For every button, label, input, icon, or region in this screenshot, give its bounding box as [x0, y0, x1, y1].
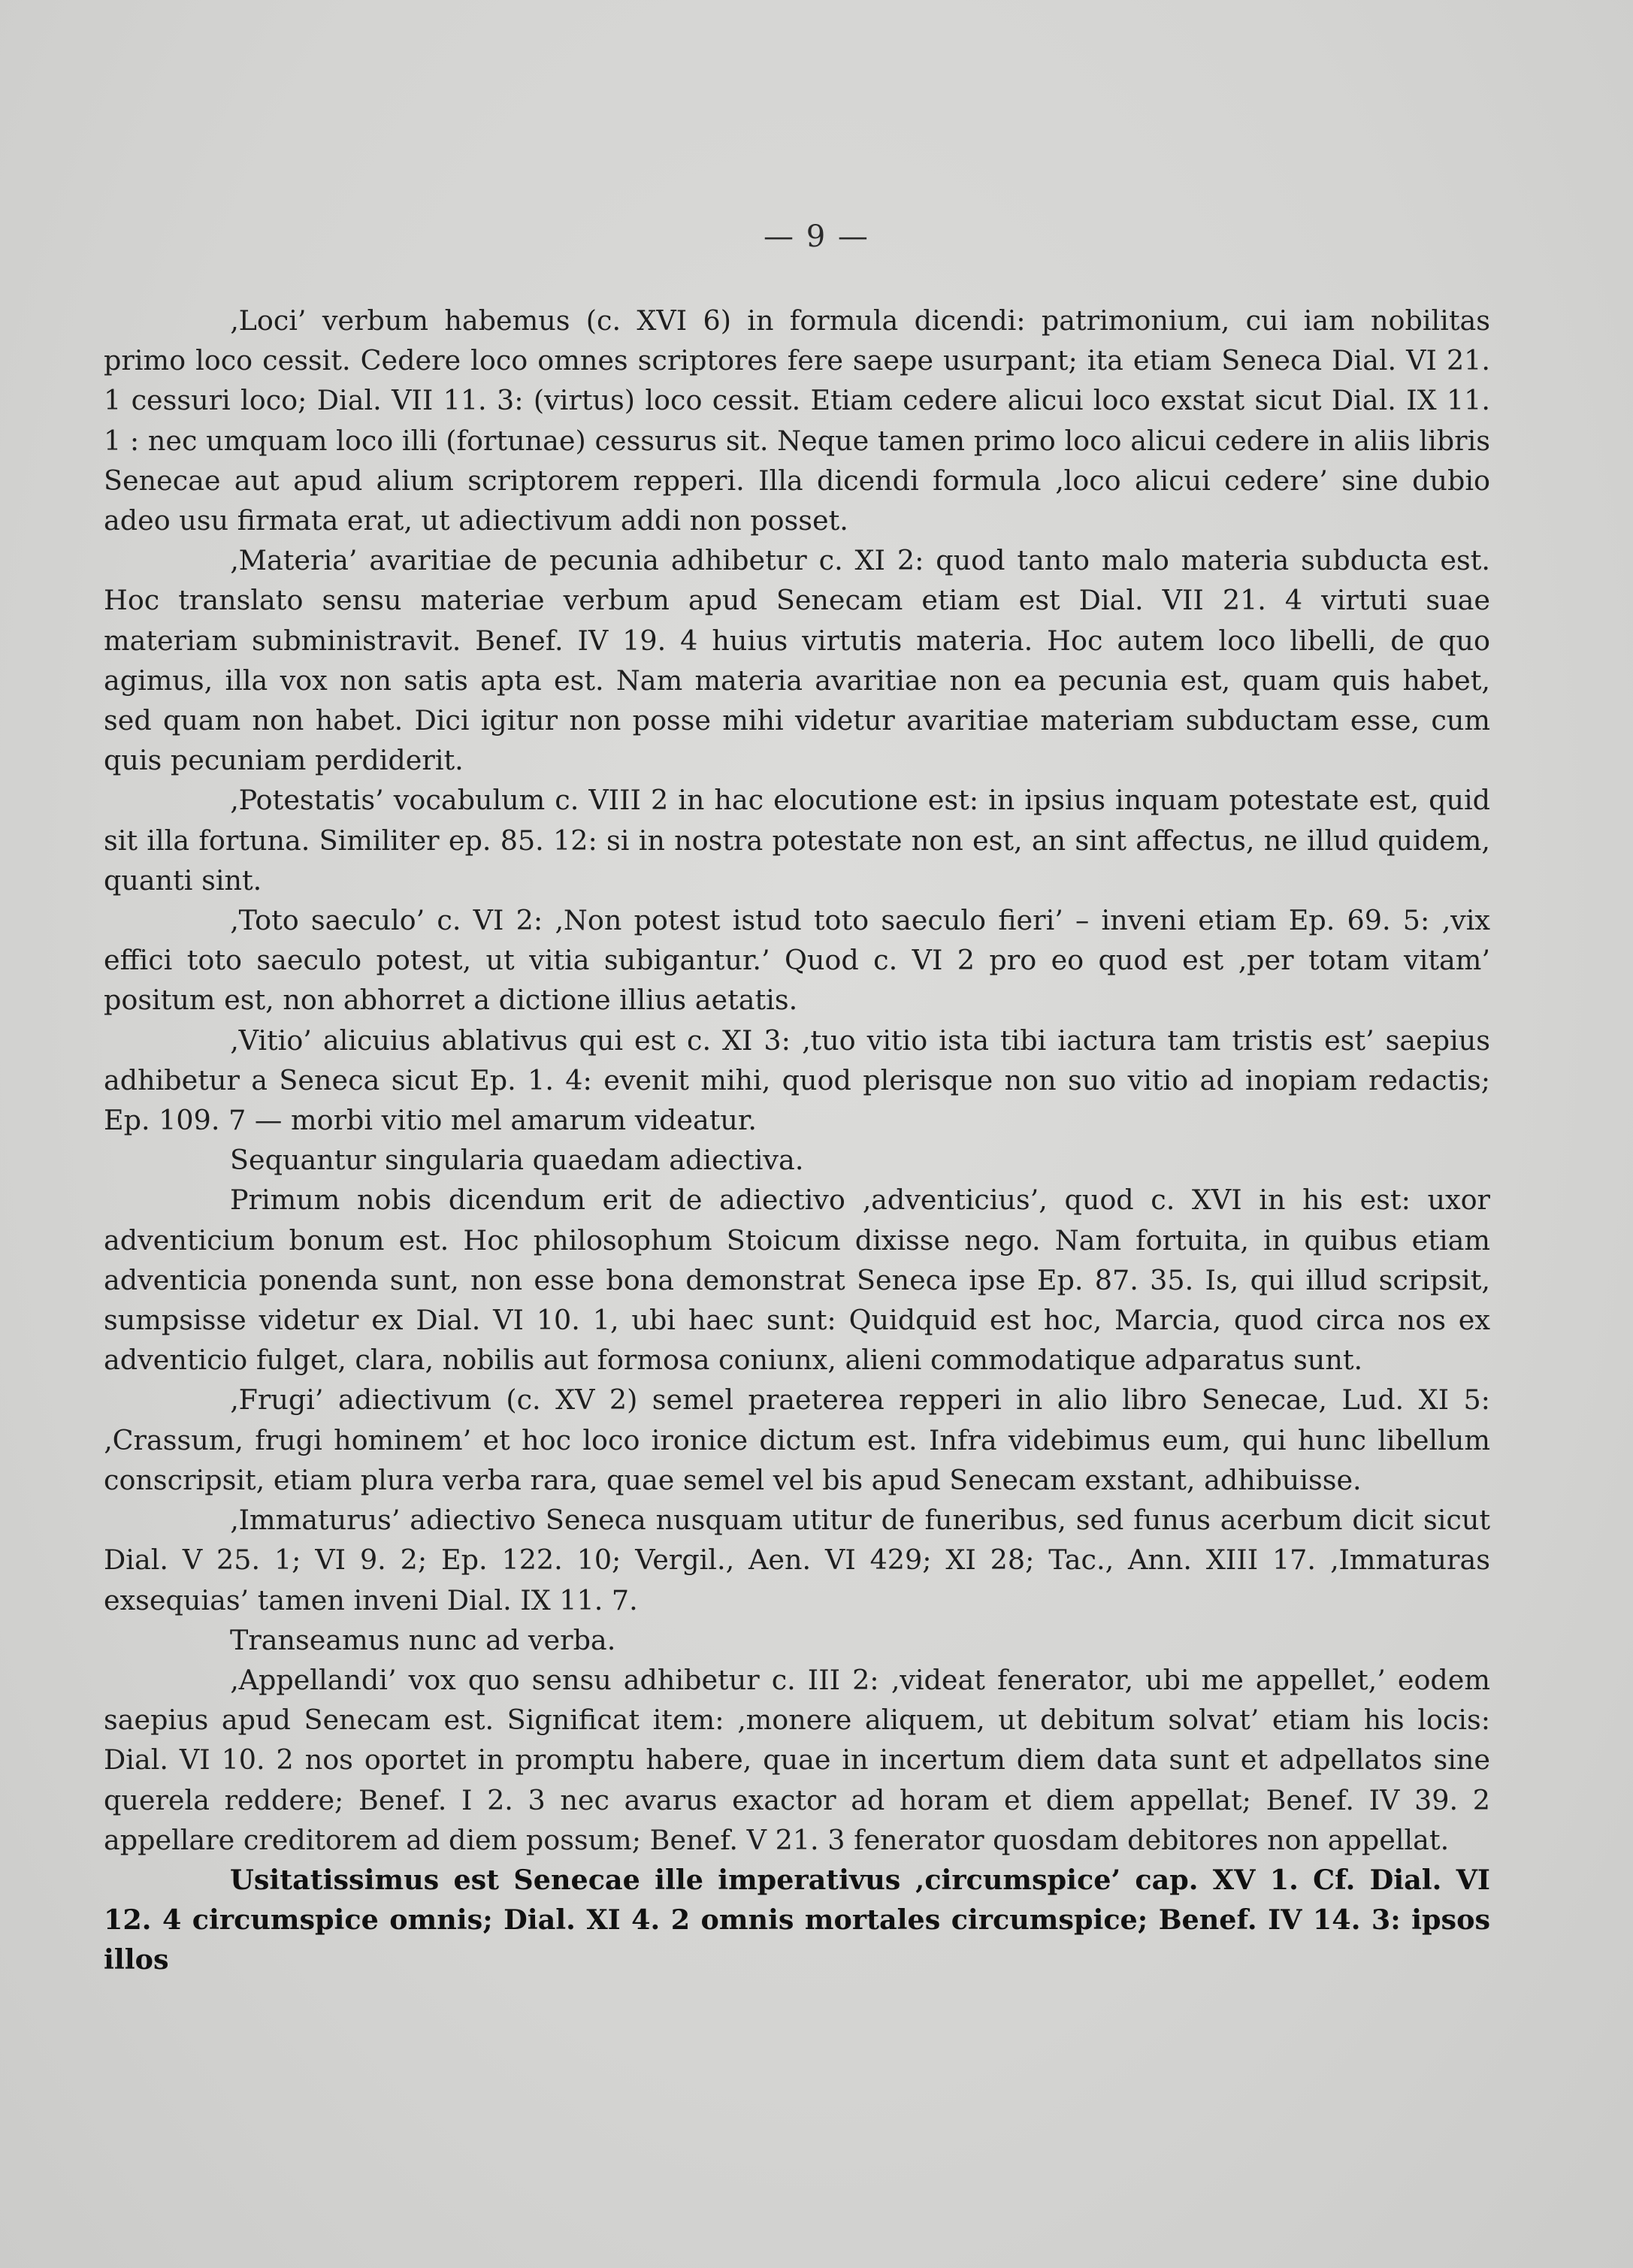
paragraph-adventicius: Primum nobis dicendum erit de adiectivo ‚adventicius’, quod c. XVI in his est: uxor adventicium bonum est. Hoc philosophum Stoicum dixisse nego. Nam fortuita, in quibus etiam adventicia ponenda sunt, non esse bona demonstrat Seneca ipse Ep. 87. 35. Is, qui illud scripsit, sumpsisse videtur ex Dial. VI 10. 1, ubi haec sunt: Quidquid est hoc, Marcia, quod circa nos ex adventicio fulget, clara, nobilis aut formosa coniunx, alieni commodatique adparatus sunt.	[104, 1184, 1490, 1377]
paragraph-verba-intro: Transeamus nunc ad verba.	[230, 1623, 616, 1656]
paragraph-frugi: ‚Frugi’ adiectivum (c. XV 2) semel praeterea repperi in alio libro Senecae, Lud. XI 5: ‚Crassum, frugi hominem’ et hoc loco ironice dictum est. Infra videbimus eum, qui hunc libellum conscripsit, etiam plura verba rara, quae semel vel bis apud Senecam exstant, adhibuisse.	[104, 1383, 1490, 1496]
paragraph-potestatis: ‚Potestatis’ vocabulum c. VIII 2 in hac elocutione est: in ipsius inquam potestate est, quid sit illa fortuna. Similiter ep. 85. 12: si in nostra potestate non est, an sint affectus, ne illud quidem, quanti sint.	[104, 784, 1490, 897]
paragraph-adiectiva-intro: Sequantur singularia quaedam adiectiva.	[230, 1144, 804, 1177]
paragraph-materia: ‚Materia’ avaritiae de pecunia adhibetur c. XI 2: quod tanto malo materia subducta est. Hoc translato sensu materiae verbum apud Senecam etiam est Dial. VII 21. 4 virtuti suae materiam subministravit. Benef. IV 19. 4 huius virtutis materia. Hoc autem loco libelli, de quo agimus, illa vox non satis apta est. Nam materia avaritiae non ea pecunia est, quam quis habet, sed quam non habet. Dici igitur non posse mihi videtur avaritiae materiam subductam esse, cum quis pecuniam perdiderit.	[104, 544, 1490, 777]
paragraph-circumspice: Usitatissimus est Senecae ille imperativus ‚circumspice’ cap. XV 1. Cf. Dial. VI 12. 4 circumspice omnis; Dial. XI 4. 2 omnis mortales circumspice; Benef. IV 14. 3: ipsos illos	[104, 1863, 1490, 1976]
paragraph-loci: ‚Loci’ verbum habemus (c. XVI 6) in formula dicendi: patrimonium, cui iam nobilitas primo loco cessit. Cedere loco omnes scriptores fere saepe usurpant; ita etiam Seneca Dial. VI 21. 1 cessuri loco; Dial. VII 11. 3: (virtus) loco cessit. Etiam cedere alicui loco exstat sicut Dial. IX 11. 1 : nec umquam loco illi (fortunae) cessurus sit. Neque tamen primo loco alicui cedere in aliis libris Senecae aut apud alium scriptorem repperi. Illa dicendi formula ‚loco alicui cedere’ sine dubio adeo usu firmata erat, ut adiectivum addi non posset.	[104, 304, 1490, 537]
paragraph-appellandi: ‚Appellandi’ vox quo sensu adhibetur c. III 2: ‚videat fenerator, ubi me appellet,’ eodem saepius apud Senecam est. Significat item: ‚monere aliquem, ut debitum solvat’ etiam his locis: Dial. VI 10. 2 nos oportet in promptu habere, quae in incertum diem data sunt et adpellatos sine querela reddere; Benef. I 2. 3 nec avarus exactor ad horam et diem appellat; Benef. IV 39. 2 appellare creditorem ad diem possum; Benef. V 21. 3 fenerator quosdam debitores non appellat.	[104, 1663, 1490, 1856]
page-number: — 9 —	[764, 219, 869, 254]
paragraph-vitio: ‚Vitio’ alicuius ablativus qui est c. XI 3: ‚tuo vitio ista tibi iactura tam tristis est’ saepius adhibetur a Seneca sicut Ep. 1. 4: evenit mihi, quod plerisque non suo vitio ad inopiam redactis; Ep. 109. 7 — morbi vitio mel amarum videatur.	[104, 1024, 1490, 1137]
paragraph-toto-saeculo: ‚Toto saeculo’ c. VI 2: ‚Non potest istud toto saeculo fieri’ – inveni etiam Ep. 69. 5: ‚vix effici toto saeculo potest, ut vitia subigantur.’ Quod c. VI 2 pro eo quod est ‚per totam vitam’ positum est, non abhorret a dictione illius aetatis.	[104, 904, 1490, 1017]
body-text	[104, 301, 1490, 1980]
paragraph-immaturus: ‚Immaturus’ adiectivo Seneca nusquam utitur de funeribus, sed funus acerbum dicit sicut Dial. V 25. 1; VI 9. 2; Ep. 122. 10; Vergil., Aen. VI 429; XI 28; Tac., Ann. XIII 17. ‚Immaturas exsequias’ tamen inveni Dial. IX 11. 7.	[104, 1504, 1490, 1616]
